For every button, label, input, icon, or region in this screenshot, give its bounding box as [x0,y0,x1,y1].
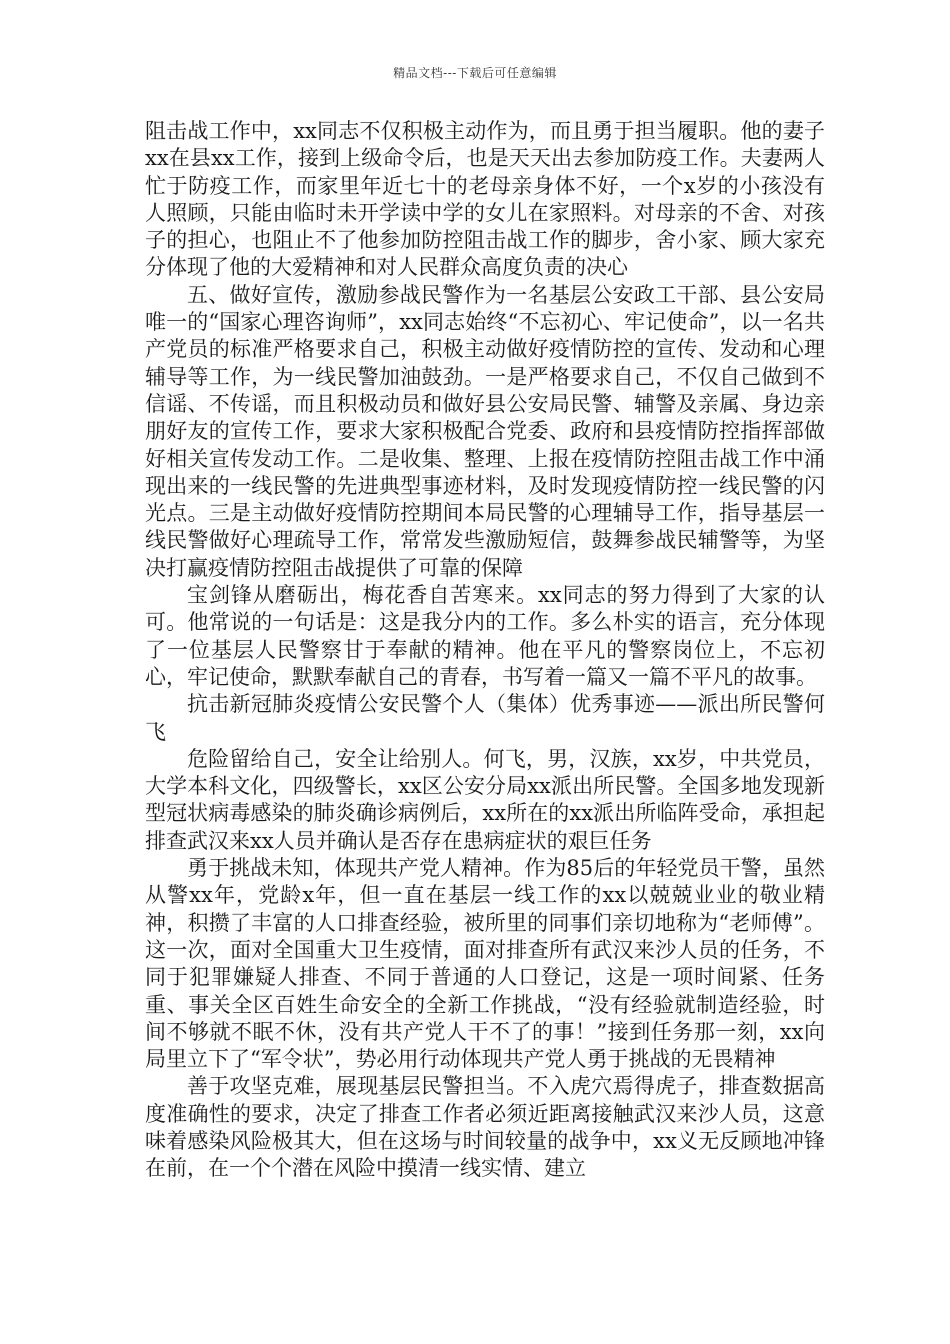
section-title: 抗击新冠肺炎疫情公安民警个人（集体）优秀事迹——派出所民警何飞 [145,692,825,744]
paragraph: 危险留给自己，安全让给别人。何飞，男，汉族，xx岁，中共党员，大学本科文化，四级警长，xx区公安分局xx派出所民警。全国多地发现新型冠状病毒感染的肺炎确诊病例后，xx所在的xx派出所临阵受命，承担起排查武汉来xx人员并确认是否存在患病症状的艰巨任务 [145,746,825,853]
paragraph: 勇于挑战未知，体现共产党人精神。作为85后的年轻党员干警，虽然从警xx年，党龄x年，但一直在基层一线工作的xx以兢兢业业的敬业精神，积攒了丰富的人口排查经验，被所里的同事们亲切地称为“老师傅”。这一次，面对全国重大卫生疫情，面对排查所有武汉来沙人员的任务，不同于犯罪嫌疑人排查、不同于普通的人口登记，这是一项时间紧、任务重、事关全区百姓生命安全的全新工作挑战，“没有经验就制造经验，时间不够就不眠不休，没有共产党人干不了的事！”接到任务那一刻，xx向局里立下了“军令状”，势必用行动体现共产党人勇于挑战的无畏精神 [145,856,825,1072]
paragraph: 宝剑锋从磨砺出，梅花香自苦寒来。xx同志的努力得到了大家的认可。他常说的一句话是：这是我分内的工作。多么朴实的语言，充分体现了一位基层人民警察甘于奉献的精神。他在平凡的警察岗位上，不忘初心，牢记使命，默默奉献自己的青春，书写着一篇又一篇不平凡的故事。 [145,583,825,689]
paragraph: 善于攻坚克难，展现基层民警担当。不入虎穴焉得虎子，排查数据高度准确性的要求，决定了排查工作者必须近距离接触武汉来沙人员，这意味着感染风险极其大，但在这场与时间较量的战争中，xx义无反顾地冲锋在前，在一个个潜在风险中摸清一线实情、建立 [145,1074,825,1181]
paragraph: 阻击战工作中，xx同志不仅积极主动作为，而且勇于担当履职。他的妻子xx在县xx工作，接到上级命令后，也是天天出去参加防疫工作。夫妻两人忙于防疫工作，而家里年近七十的老母亲身体不好，一个x岁的小孩没有人照顾，只能由临时未开学读中学的女儿在家照料。对母亲的不舍、对孩子的担心，也阻止不了他参加防控阻击战工作的脚步，舍小家、顾大家充分体现了他的大爱精神和对人民群众高度负责的决心 [145,119,825,280]
document-body [145,118,825,1183]
paragraph: 五、做好宣传，激励参战民警作为一名基层公安政工干部、县公安局唯一的“国家心理咨询师”，xx同志始终“不忘初心、牢记使命”，以一名共产党员的标准严格要求自己，积极主动做好疫情防控的宣传、发动和心理辅导等工作，为一线民警加油鼓劲。一是严格要求自己，不仅自己做到不信谣、不传谣，而且积极动员和做好县公安局民警、辅警及亲属、身边亲朋好友的宣传工作，要求大家积极配合党委、政府和县疫情防控指挥部做好相关宣传发动工作。二是收集、整理、上报在疫情防控阻击战工作中涌现出来的一线民警的先进典型事迹材料，及时发现疫情防控一线民警的闪光点。三是主动做好疫情防控期间本局民警的心理辅导工作，指导基层一线民警做好心理疏导工作，常常发些激励短信，鼓舞参战民辅警等，为坚决打赢疫情防控阻击战提供了可靠的保障 [145,282,825,580]
page-header: 精品文档---下载后可任意编辑 [393,66,557,80]
